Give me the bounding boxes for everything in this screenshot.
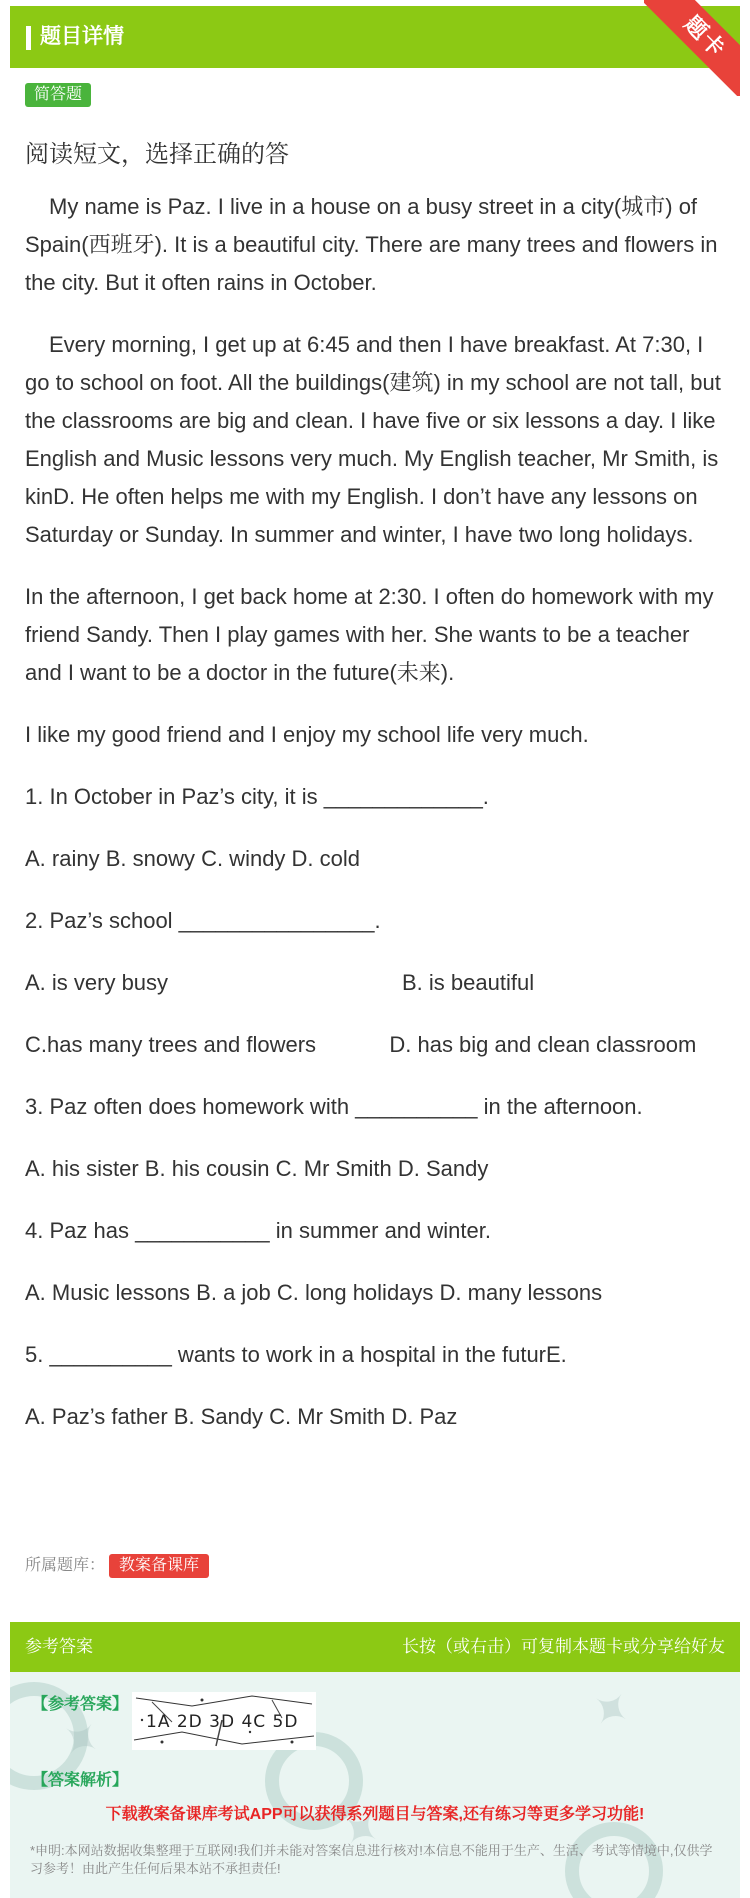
analysis-label: 【答案解析】 (32, 1772, 129, 1789)
instruction: 阅读短文，选择正确的答 (25, 141, 289, 168)
question-4: 4. Paz has ___________ in summer and winter. (25, 1218, 491, 1243)
question-1-options: A. rainy B. snowy C. windy D. cold (25, 846, 361, 871)
app-promo[interactable]: 下载教案备课库考试APP可以获得系列题目与答案,还有练习等更多学习功能! (105, 1806, 645, 1823)
question-5: 5. __________ wants to work in a hospital in the futurE. (25, 1342, 567, 1367)
page-title: 题目详情 (40, 25, 124, 48)
watermark-glyph: ✦ (328, 1797, 392, 1864)
answer-header (10, 1622, 740, 1672)
answer-body (10, 1672, 740, 1898)
question-1: 1. In October in Paz’s city, it is _____________. (25, 784, 489, 809)
passage-paragraph-3: In the afternoon, I get back home at 2:30. I often do homework with my friend Sandy. Then I play games with her. She wants to be a teacher and I want to be a doctor in the future(未来). (25, 584, 714, 685)
question-content (25, 132, 725, 1460)
header-accent-bar (26, 26, 31, 50)
question-3-options: A. his sister B. his cousin C. Mr Smith D. Sandy (25, 1156, 489, 1181)
corner-ribbon[interactable] (644, 0, 740, 96)
question-source (25, 1553, 209, 1579)
watermark-glyph: ✦ (578, 1677, 642, 1744)
question-4-options: A. Music lessons B. a job C. long holidays D. many lessons (25, 1280, 603, 1305)
disclaimer: *申明:本网站数据收集整理于互联网!我们并未能对答案信息进行核对!本信息不能用于生产、生活、考试等情境中,仅供学习参考！由此产生任何后果本站不承担责任! (30, 1843, 713, 1876)
answer-header-hint: 长按（或右击）可复制本题卡或分享给好友 (402, 1637, 725, 1656)
answer-label: 【参考答案】 (32, 1696, 129, 1713)
question-3: 3. Paz often does homework with __________ in the afternoon. (25, 1094, 643, 1119)
question-2-options-ab (25, 964, 725, 1002)
passage-paragraph-2: Every morning, I get up at 6:45 and then I have breakfast. At 7:30, I go to school on foot. All the buildings(建筑) in my school are not tall, but the classrooms are big and clean. I have five or six lessons a day. I like English and Music lessons very much. My English teacher, Mr Smith, is kinD. He often helps me with my English. I don’t have any lessons on Saturday or Sunday. In summer and winter, I have two long holidays. (25, 332, 721, 547)
answer-image-text: 1A 2D 3D 4C 5D (146, 1712, 299, 1732)
question-type-badge: 简答题 (25, 83, 91, 107)
question-2: 2. Paz’s school ________________. (25, 908, 381, 933)
watermark-glyph: ✦ (48, 1707, 112, 1774)
question-5-options: A. Paz’s father B. Sandy C. Mr Smith D. Paz (25, 1404, 458, 1429)
source-tag[interactable]: 教案备课库 (109, 1554, 209, 1578)
question-2-options-cd: C.has many trees and flowers D. has big and clean classroom (25, 1032, 697, 1057)
answer-header-title: 参考答案 (25, 1637, 93, 1656)
question-2-option-a: A. is very busy (25, 970, 169, 995)
source-label: 所属题库： (25, 1557, 106, 1574)
passage-paragraph-1: My name is Paz. I live in a house on a busy street in a city(城市) of Spain(西班牙). It is a beautiful city. There are many trees and flowers in the city. But it often rains in October. (25, 194, 718, 295)
answer-image (132, 1692, 316, 1750)
question-2-option-b: B. is beautiful (402, 970, 535, 995)
ribbon-label[interactable]: 题卡 (644, 0, 740, 96)
page-header (10, 6, 740, 68)
passage-paragraph-4: I like my good friend and I enjoy my school life very much. (25, 722, 589, 747)
